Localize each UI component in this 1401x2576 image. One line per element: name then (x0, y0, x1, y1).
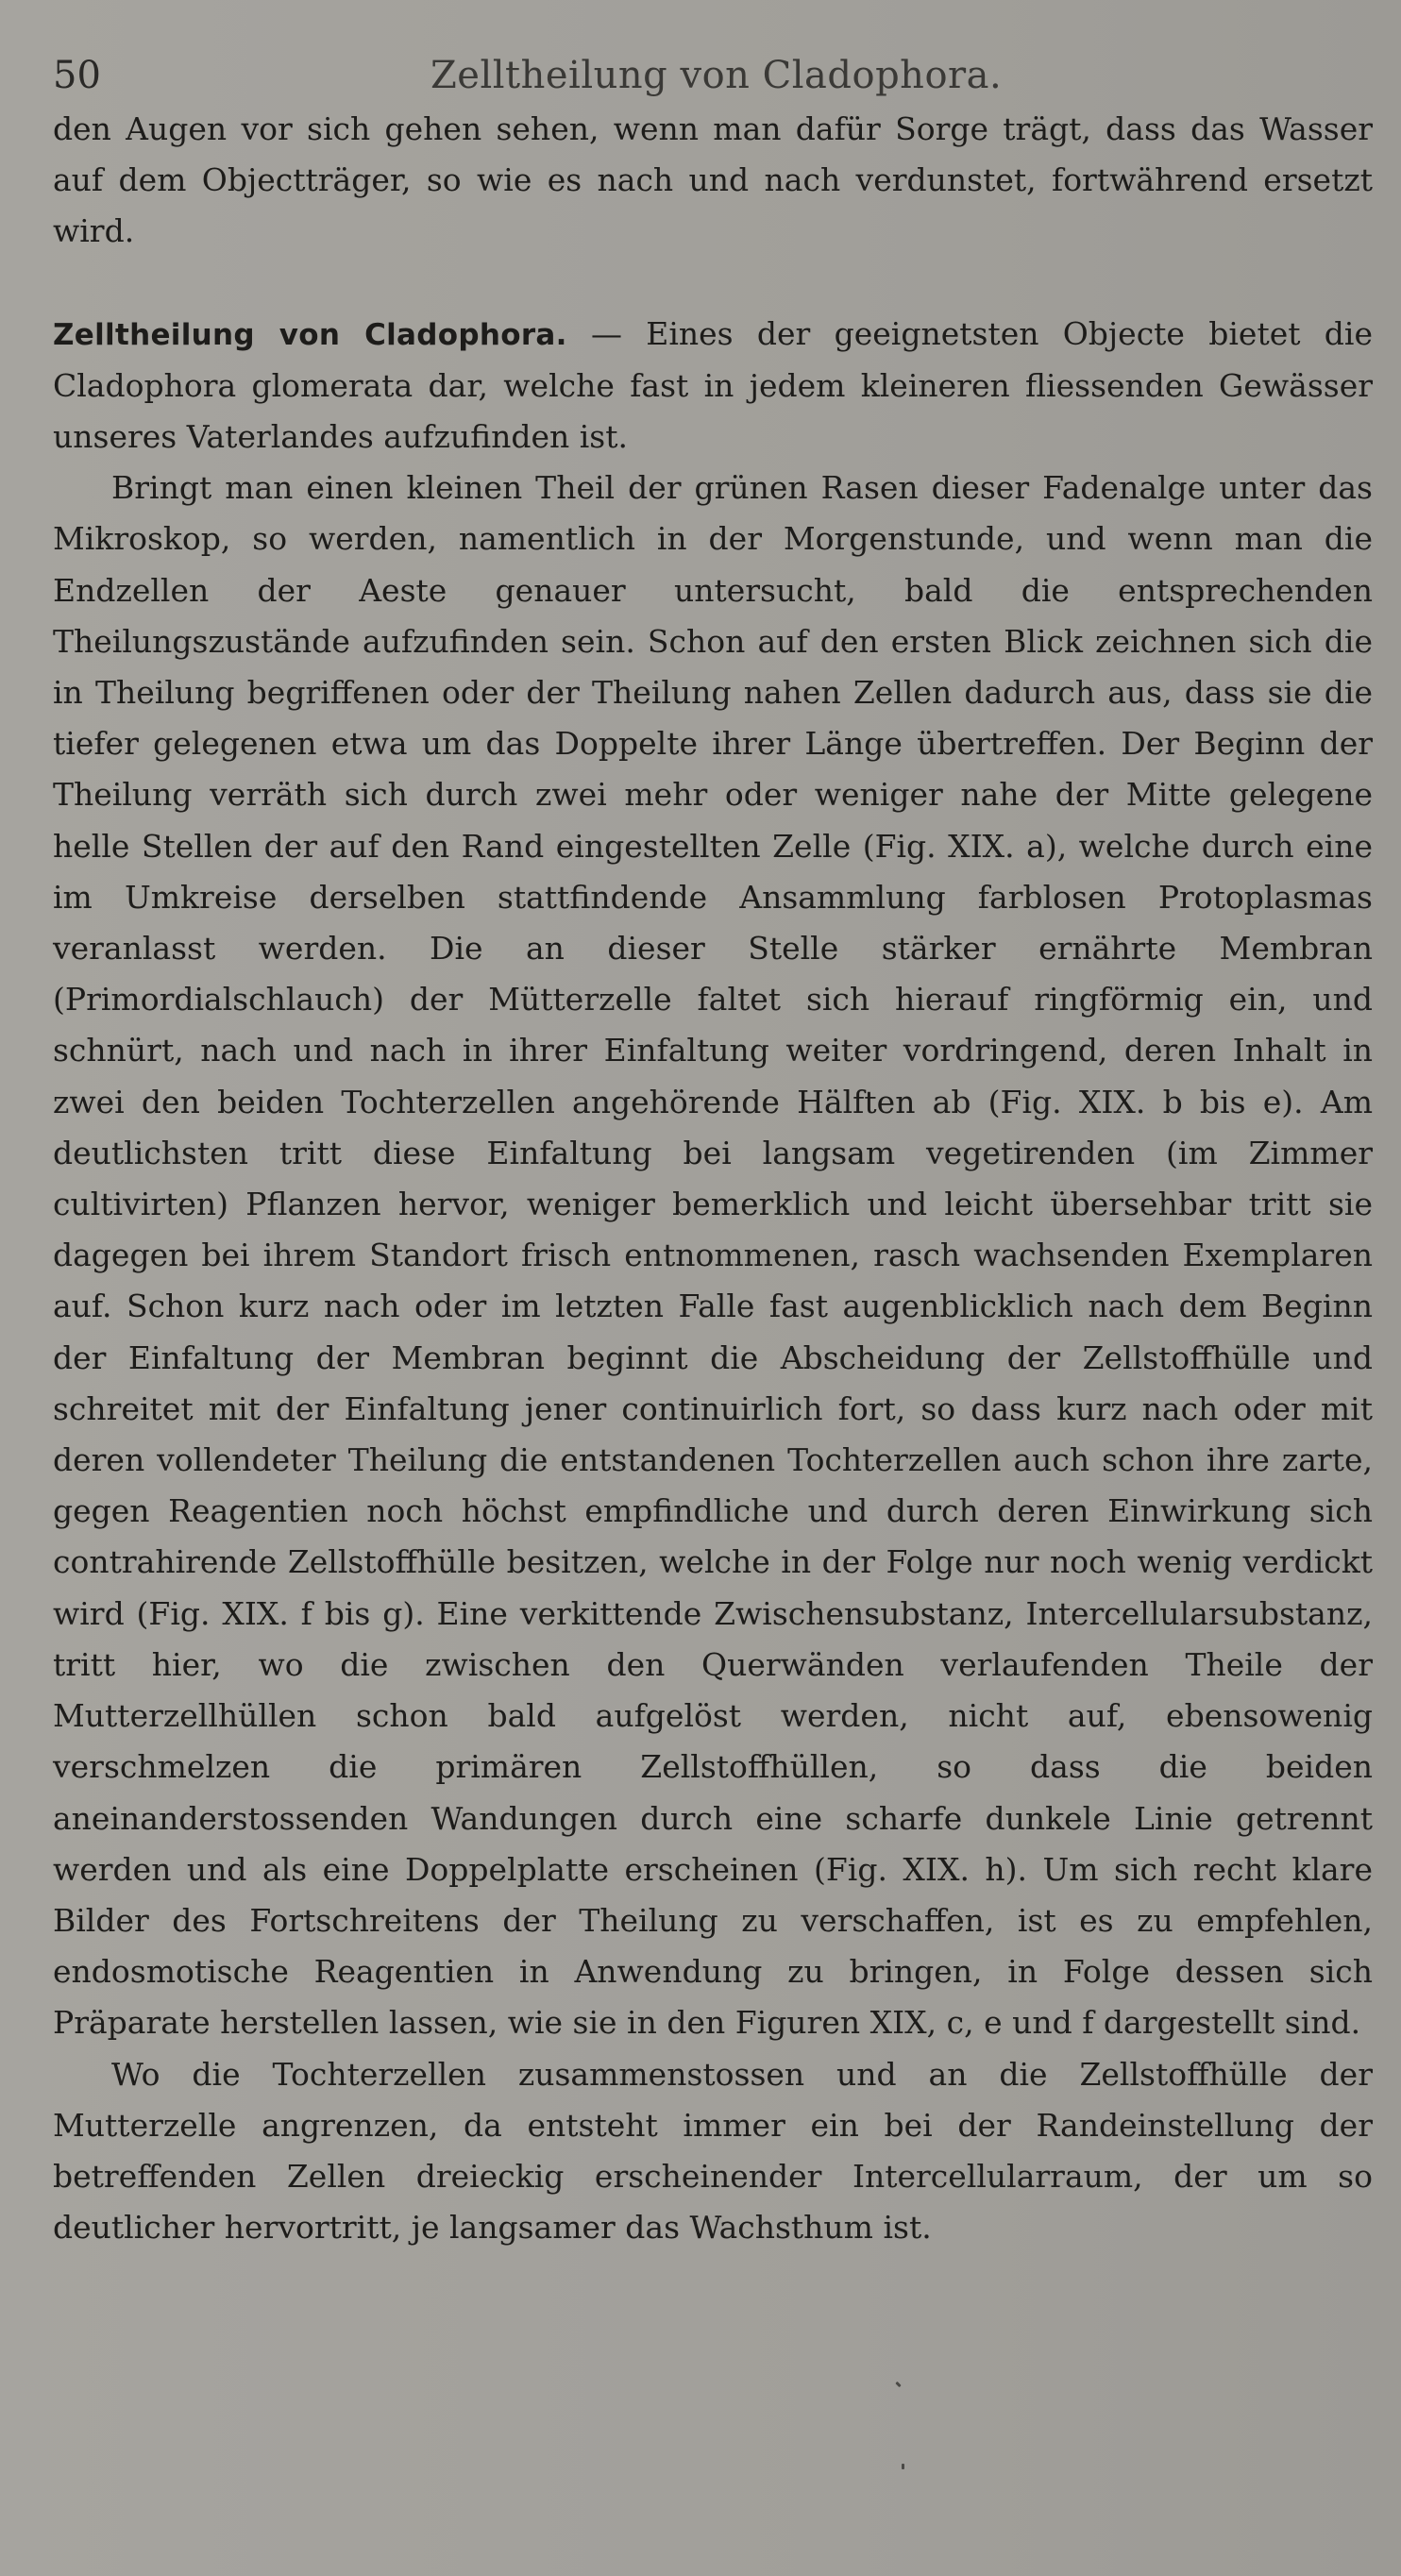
paragraph-cell-division: Bringt man einen kleinen Theil der grünen Rasen dieser Fadenalge unter das Mikroskop, so werden, namentlich in der Morgenstunde, und wenn man die Endzellen der Aeste genauer untersucht, bald die entsprechenden Theilungszustände aufzufinden sein. Schon auf den ersten Blick zeichnen sich die in Theilung begriffenen oder der Theilung nahen Zellen dadurch aus, dass sie die tiefer gelegenen etwa um das Doppelte ihrer Länge übertreffen. Der Beginn der Theilung verräth sich durch zwei mehr oder weniger nahe der Mitte gelegene helle Stellen der auf den Rand eingestellten Zelle (Fig. XIX. a), welche durch eine im Umkreise derselben stattfindende Ansammlung farblosen Protoplasmas veranlasst werden. Die an dieser Stelle stärker ernährte Membran (Primordialschlauch) der Mütterzelle faltet sich hierauf ringförmig ein, und schnürt, nach und nach in ihrer Einfaltung weiter vordringend, deren Inhalt in zwei den beiden Tochterzellen angehörende Hälften ab (Fig. XIX. b bis e). Am deutlichsten tritt diese Einfaltung bei langsam vegetirenden (im Zimmer cultivirten) Pflanzen hervor, weniger bemerklich und leicht übersehbar tritt sie dagegen bei ihrem Standort frisch entnommenen, rasch wachsenden Exemplaren auf. Schon kurz nach oder im letzten Falle fast augenblicklich nach dem Beginn der Einfaltung der Membran beginnt die Abscheidung der Zellstoffhülle und schreitet mit der Einfaltung jener continuirlich fort, so dass kurz nach oder mit deren vollendeter Theilung die entstandenen Tochterzellen auch schon ihre zarte, gegen Reagentien noch höchst empfindliche und durch deren Einwirkung sich contrahirende Zellstoffhülle besitzen, welche in der Folge nur noch wenig verdickt wird (Fig. XIX. f bis g). Eine verkittende Zwischensubstanz, Intercellularsubstanz, tritt hier, wo die zwischen den Querwänden verlaufenden Theile der Mutterzellhüllen schon bald aufgelöst werden, nicht auf, ebensowenig verschmelzen die primären Zellstoffhüllen, so dass die beiden aneinanderstossenden Wandungen durch eine scharfe dunkele Linie getrennt werden und als eine Doppelplatte erscheinen (Fig. XIX. h). Um sich recht klare Bilder des Fortschreitens der Theilung zu verschaffen, ist es zu empfehlen, endosmotische Reagentien in Anwendung zu bringen, in Folge dessen sich Präparate herstellen lassen, wie sie in den Figuren XIX, c, e und f dargestellt sind. (53, 469, 1373, 2042)
section-intro-text: — Eines der geeignetsten Objecte bietet die Cladophora glomerata dar, welche fast in jedem kleineren fliessenden Gewässer unseres Vaterlandes aufzufinden ist. (53, 314, 1373, 456)
paragraph-section-start (53, 309, 1373, 463)
paragraph-continuation: den Augen vor sich gehen sehen, wenn man dafür Sorge trägt, dass das Wasser auf dem Objectträger, so wie es nach und nach verdunstet, fortwährend ersetzt wird. (53, 110, 1373, 250)
stray-ink-mark (902, 2464, 904, 2469)
stray-ink-mark (895, 2382, 901, 2387)
running-head (53, 49, 1373, 102)
paragraph-intercellular-space: Wo die Tochterzellen zusammenstossen und an die Zellstoffhülle der Mutterzelle angrenzen, da entsteht immer ein bei der Randeinstellung der betreffenden Zellen dreieckig erscheinender Intercellularraum, der um so deutlicher hervortritt, je langsamer das Wachsthum ist. (53, 2055, 1373, 2247)
body-text (53, 104, 1373, 2253)
section-heading: Zelltheilung von Cladophora. (53, 317, 567, 352)
page-number: 50 (53, 54, 101, 97)
running-title: Zelltheilung von Cladophora. (430, 54, 1003, 97)
